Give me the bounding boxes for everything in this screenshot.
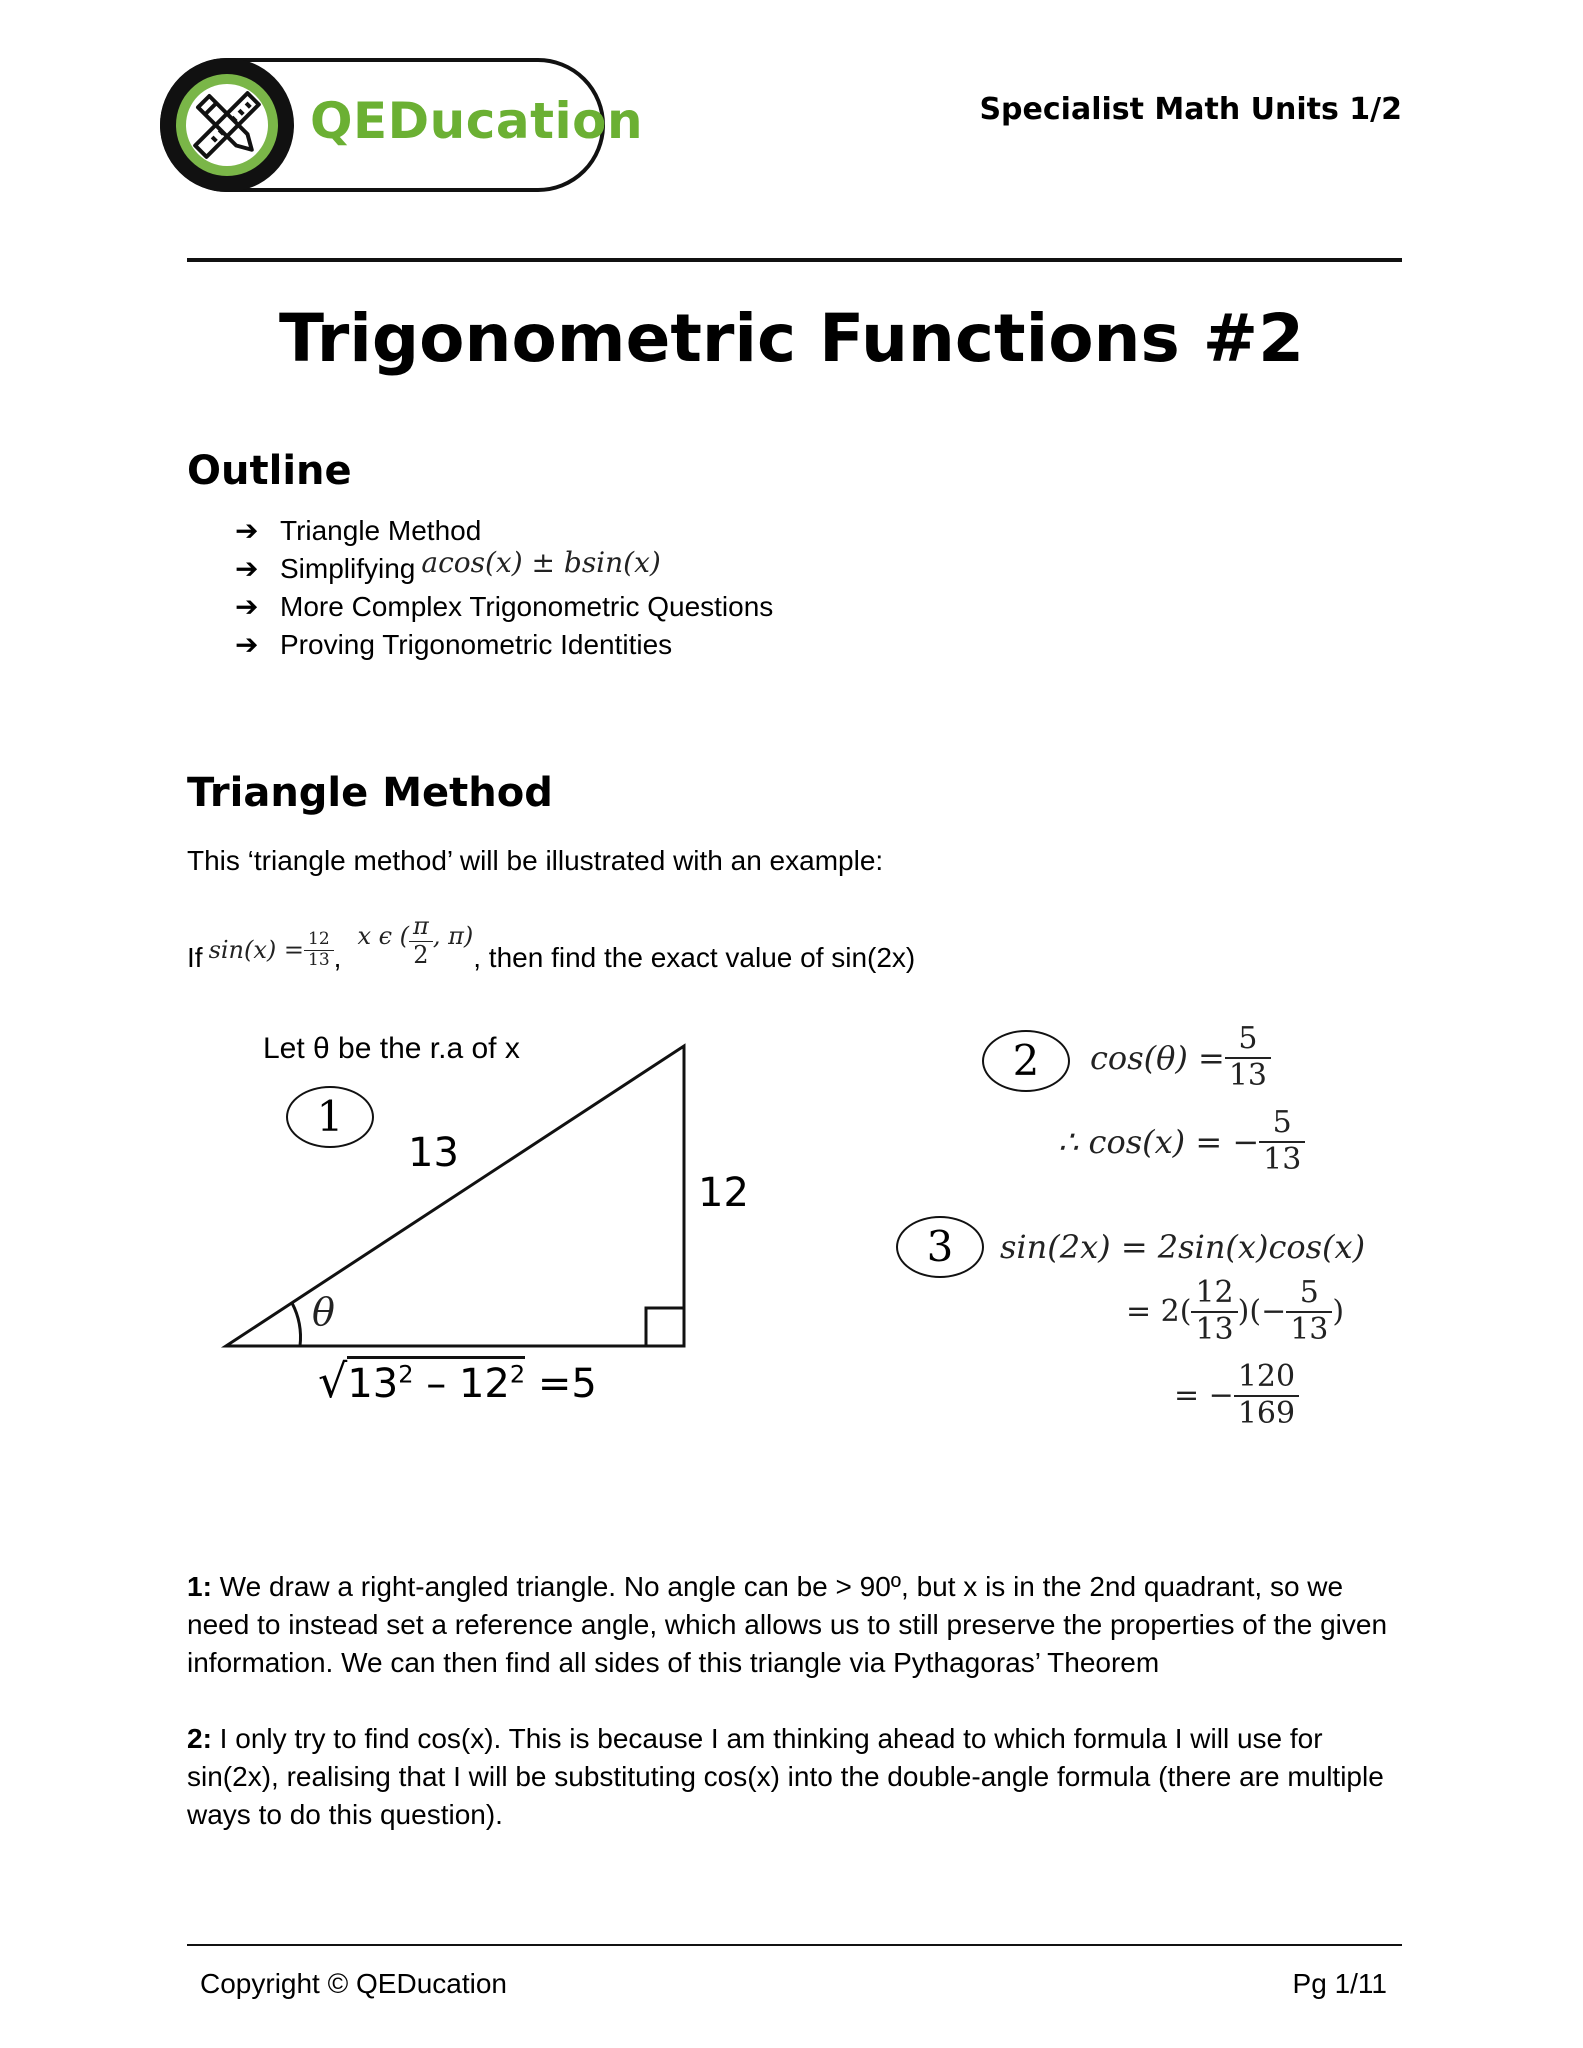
question-tail: , then find the exact value of sin(2x) [473, 942, 916, 973]
header-divider [187, 258, 1402, 262]
question-line [187, 908, 915, 978]
fraction-denominator: 13 [1228, 1057, 1268, 1093]
question-if: If [187, 942, 203, 973]
hypotenuse-label: 13 [408, 1130, 459, 1176]
fraction-denominator: 13 [1195, 1311, 1234, 1347]
footer-divider [187, 1944, 1402, 1946]
list-item-text: Simplifying [280, 553, 416, 584]
pi-over-2 [409, 913, 433, 969]
radicand-term-1: 13 [347, 1361, 399, 1407]
right-triangle-diagram [220, 1030, 700, 1360]
page-number: Pg 1/11 [1292, 1968, 1387, 1999]
arrow-right-icon: ➔ [235, 591, 259, 622]
radicand-term-2: 12 [458, 1361, 510, 1407]
pi-numerator: π [409, 913, 433, 942]
page-title: Trigonometric Functions #2 [278, 300, 1305, 377]
step-1-marker: 1 [286, 1086, 374, 1148]
triangle-method-heading: Triangle Method [187, 770, 553, 816]
fraction-numerator: 5 [1259, 1106, 1305, 1143]
cos-x-fraction [1259, 1106, 1305, 1177]
list-item-text: Triangle Method [280, 515, 482, 546]
sqrt-symbol: √ [318, 1354, 348, 1408]
arrow-right-icon: ➔ [235, 515, 259, 546]
list-item-text: More Complex Trigonometric Questions [280, 591, 774, 622]
question-sin: sin(x) = [208, 936, 305, 964]
outline-list [235, 512, 773, 664]
explanation-label: 1: [187, 1571, 212, 1602]
explanation-label: 2: [187, 1723, 212, 1754]
let-theta-text: Let θ be the r.a of x [263, 1032, 520, 1065]
sub-close: ) [1332, 1294, 1345, 1329]
right-angle-marker [646, 1308, 684, 1346]
sin-2x-substitution [1126, 1276, 1344, 1347]
list-item [235, 626, 773, 664]
step-2-marker: 2 [982, 1030, 1070, 1092]
explanation-text: We draw a right-angled triangle. No angle can be > 90º, but x is in the 2nd quadrant, so we need to instead set a reference angle, which allows us to still preserve the properties of the given information. We can then find all sides of this triangle via Pythagoras’ Theorem [187, 1571, 1388, 1678]
arrow-right-icon: ➔ [235, 629, 259, 660]
pencil-ruler-icon [186, 84, 268, 166]
theta-label: θ [312, 1290, 335, 1334]
sub-fraction-1 [1191, 1276, 1237, 1347]
sub-fraction-2 [1286, 1276, 1332, 1347]
list-item-text: Proving Trigonometric Identities [280, 629, 673, 660]
fraction-numerator: 12 [304, 930, 334, 951]
cos-theta-line [1090, 1022, 1271, 1093]
intro-text: This ‘triangle method’ will be illustrated with an example: [187, 845, 884, 876]
result-fraction [1234, 1360, 1299, 1431]
outline-heading: Outline [187, 448, 352, 494]
step-3-marker: 3 [896, 1216, 984, 1278]
question-domain-end: , π) [432, 922, 474, 950]
pi-denominator: 2 [413, 940, 429, 969]
list-item [235, 588, 773, 626]
sin-2x-result [1174, 1360, 1299, 1431]
copyright: Copyright © QEDucation [200, 1968, 507, 1999]
course-name: Specialist Math Units 1/2 [979, 92, 1402, 127]
explanation-2 [187, 1720, 1402, 1834]
fraction-numerator: 5 [1286, 1276, 1332, 1313]
angle-arc [292, 1303, 300, 1346]
sub-open: = 2( [1126, 1294, 1192, 1329]
cos-theta-fraction [1225, 1022, 1271, 1093]
question-fraction [304, 930, 334, 970]
fraction-denominator: 13 [308, 949, 330, 970]
cos-x-expr: ∴ cos(x) = − [1058, 1122, 1260, 1161]
sub-middle: )(− [1237, 1294, 1287, 1329]
arrow-right-icon: ➔ [235, 553, 259, 584]
fraction-denominator: 13 [1290, 1311, 1329, 1347]
cos-x-line [1058, 1106, 1305, 1177]
fraction-numerator: 12 [1191, 1276, 1237, 1313]
sin-2x-line: sin(2x) = 2sin(x)cos(x) [1000, 1228, 1366, 1266]
logo-text: QEDucation [310, 92, 644, 150]
explanation-1 [187, 1568, 1402, 1682]
fraction-denominator: 169 [1237, 1395, 1296, 1431]
fraction-numerator: 120 [1234, 1360, 1299, 1397]
base-label [318, 1354, 597, 1408]
fraction-denominator: 13 [1263, 1141, 1302, 1177]
base-result: =5 [537, 1361, 597, 1407]
sqrt-radicand: $13^2 - 12^2$ [347, 1356, 525, 1407]
result-prefix: = − [1174, 1378, 1234, 1413]
question-domain: x ϵ ( [357, 922, 410, 950]
list-item [235, 546, 773, 588]
explanation-text: I only try to find cos(x). This is because I am thinking ahead to which formula I will use for sin(2x), realising that I will be substituting cos(x) into the double-angle formula (there are multiple ways to do this question). [187, 1723, 1384, 1830]
triangle-shape [226, 1046, 684, 1346]
question-comma: , [333, 942, 342, 973]
fraction-numerator: 5 [1225, 1022, 1271, 1059]
opposite-label: 12 [698, 1170, 749, 1216]
list-item-math: acos(x) ± bsin(x) [421, 546, 661, 579]
cos-theta-expr: cos(θ) = [1090, 1038, 1225, 1077]
